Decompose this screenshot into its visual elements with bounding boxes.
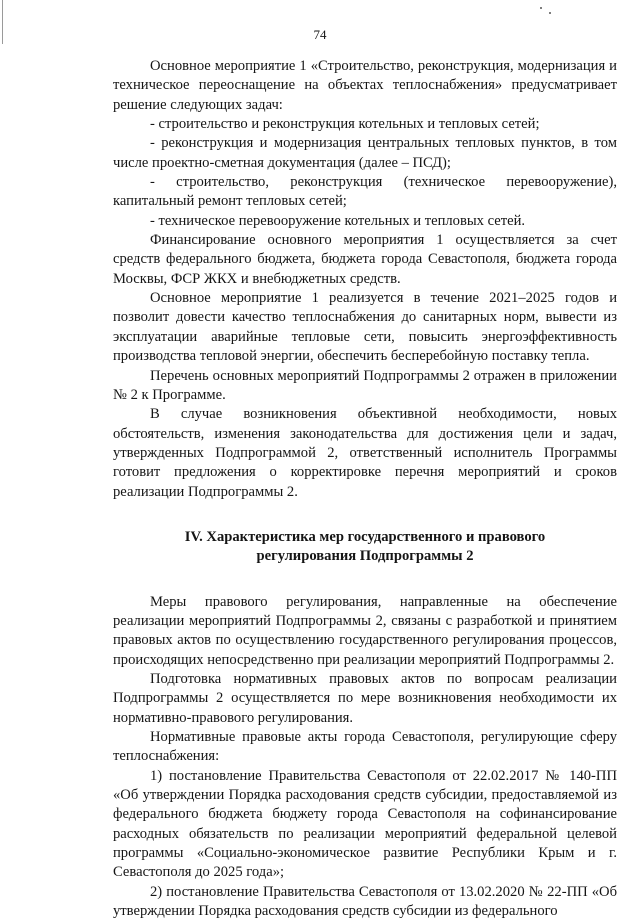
scan-speck (549, 12, 551, 14)
paragraph-p13: 1) постановление Правительства Севастополя от 22.02.2017 № 140-ПП «Об утверждении Порядка расходования средств субсидии, предоставляемой из федерального бюджета бюджету города Севастополя на софинансирование расходных обязательств по реализации мероприятий федеральной целевой программы «Социально-экономическое развитие Республики Крым и г. Севастополя до 2025 года»; (113, 767, 617, 881)
paragraph-p10: Меры правового регулирования, направленные на обеспечение реализации мероприятий Подпрограммы 2, связаны с разработкой и принятием правовых актов по осуществлению государственного регулирования процессов, происходящих непосредственно при реализации мероприятий Подпрограммы 2. (113, 593, 617, 668)
paragraph-p9: В случае возникновения объективной необходимости, новых обстоятельств, изменения законодательства для достижения цели и задач, утвержденных Подпрограммой 2, ответственный исполнитель Программы готовит предложения о корректировке перечня мероприятий и сроков реализации Подпрограммы 2. (113, 406, 617, 500)
section-heading-line-1: IV. Характеристика мер государственного и правового (184, 528, 546, 545)
paragraph-p3: - реконструкция и модернизация центральных тепловых пунктов, в том числе проектно-сметная документация (далее – ПСД); (113, 135, 617, 171)
paragraph-p8: Перечень основных мероприятий Подпрограммы 2 отражен в приложении № 2 к Программе. (113, 367, 617, 403)
paragraph-p4: - строительство, реконструкция (техническое перевооружение), капитальный ремонт тепловых сетей; (113, 174, 617, 210)
paragraphs-before-heading (113, 57, 617, 502)
paragraph-p5: - техническое перевооружение котельных и тепловых сетей. (150, 212, 526, 229)
paragraph-p1: Основное мероприятие 1 «Строительство, реконструкция, модернизация и техническое переоснащение на объектах теплоснабжения» предусматривает решение следующих задач: (113, 58, 617, 113)
section-heading-line-2: регулирования Подпрограммы 2 (256, 548, 474, 565)
paragraph-p7: Основное мероприятие 1 реализуется в течение 2021–2025 годов и позволит довести качество теплоснабжения до санитарных норм, вывести из эксплуатации аварийные тепловые сети, повысить энергоэффективность производства тепловой энергии, обеспечить бесперебойную поставку тепла. (113, 290, 617, 365)
page-number: 74 (313, 27, 327, 42)
scan-speck (540, 7, 542, 9)
paragraph-p14: 2) постановление Правительства Севастополя от 13.02.2020 № 22-ПП «Об утверждении Порядка расходования средств субсидии из федерального (113, 883, 617, 920)
paragraph-p2: - строительство и реконструкция котельных и тепловых сетей; (150, 116, 540, 133)
paragraph-p11: Подготовка нормативных правовых актов по вопросам реализации Подпрограммы 2 осуществляется по мере возникновения необходимости их нормативно-правового регулирования. (113, 670, 617, 726)
document-body (113, 57, 617, 921)
paragraphs-after-heading (113, 593, 617, 921)
paragraph-p12: Нормативные правовые акты города Севастополя, регулирующие сферу теплоснабжения: (113, 729, 617, 765)
section-heading (113, 528, 617, 567)
paragraph-p6: Финансирование основного мероприятия 1 осуществляется за счет средств федерального бюджета, бюджета города Севастополя, бюджета города Москвы, ФСР ЖКХ и внебюджетных средств. (113, 232, 617, 287)
